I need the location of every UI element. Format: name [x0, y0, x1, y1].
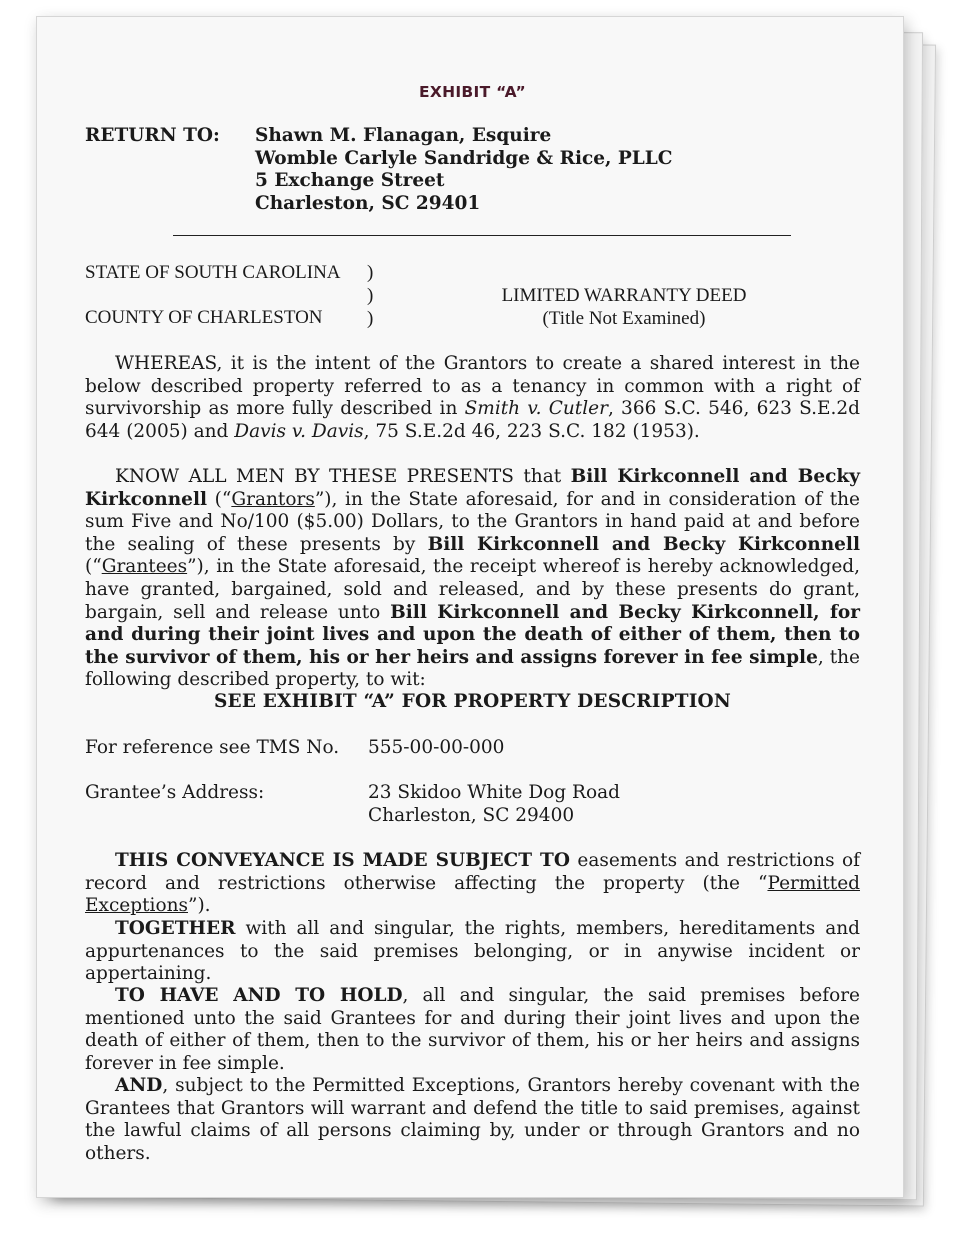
habendum-text: , all and singular, the said premises before mentioned unto the said Grantees for and during their joint lives and upon the death of either of them, then to the survivor of them, his or her heirs and assigns forever in fee simple.	[85, 985, 861, 1074]
know-all-text-2: (“	[207, 488, 232, 510]
grantors-defined-term: Grantors	[231, 488, 315, 510]
whereas-text-1: WHEREAS, it is the intent of the Grantors to create a shared interest in the below described property referred to as a tenancy in common with a right of survivorship as more fully described in	[85, 353, 860, 420]
habendum-heading: TO HAVE AND TO HOLD	[115, 985, 403, 1006]
know-all-text-4: (“	[85, 556, 102, 578]
grantee-names: Bill Kirkconnell and Becky Kirkconnell	[427, 533, 860, 555]
know-all-paragraph	[85, 466, 860, 692]
caption-deed-title: LIMITED WARRANTY DEED	[501, 285, 747, 306]
conveyance-heading: THIS CONVEYANCE IS MADE SUBJECT TO	[115, 850, 570, 871]
return-to-address	[255, 125, 673, 215]
deed-page	[36, 16, 904, 1198]
return-to-label: RETURN TO:	[85, 125, 220, 146]
return-to-city: Charleston, SC 29401	[255, 192, 481, 214]
tms-value: 555-00-00-000	[368, 737, 505, 758]
caption-paren-1: )	[367, 262, 374, 283]
tms-label: For reference see TMS No.	[85, 737, 340, 758]
habendum-paragraph	[85, 985, 860, 1075]
whereas-paragraph	[85, 353, 860, 443]
grantor-names: Bill Kirkconnell and Becky Kirkconnell	[85, 466, 860, 510]
warranty-paragraph	[85, 1075, 860, 1165]
whereas-case-1: Smith v. Cutler	[464, 398, 608, 420]
warranty-heading: AND	[115, 1075, 163, 1096]
grantee-address-line-1: 23 Skidoo White Dog Road	[368, 782, 620, 803]
caption-deed-subtitle: (Title Not Examined)	[542, 308, 706, 329]
horizontal-rule	[173, 235, 791, 236]
caption-paren-3: )	[367, 308, 374, 329]
permitted-exceptions-term: Permitted Exceptions	[85, 872, 860, 917]
conveyance-text-1: easements and restrictions of record and restrictions otherwise affecting the property (the “	[85, 850, 860, 894]
caption-paren-2: )	[367, 285, 374, 306]
grantee-address-line-2: Charleston, SC 29400	[368, 804, 575, 826]
return-to-firm: Womble Carlyle Sandridge & Rice, PLLC	[255, 147, 673, 169]
see-exhibit-heading: SEE EXHIBIT “A” FOR PROPERTY DESCRIPTION	[214, 691, 731, 712]
return-to-name: Shawn M. Flanagan, Esquire	[255, 125, 552, 146]
conveyance-paragraph	[85, 850, 860, 918]
return-to-street: 5 Exchange Street	[255, 170, 445, 192]
grantee-address-label: Grantee’s Address:	[85, 782, 265, 803]
whereas-case-2: Davis v. Davis	[234, 420, 364, 442]
conveyance-text-2: ”).	[188, 895, 211, 917]
caption-county: COUNTY OF CHARLESTON	[85, 307, 323, 328]
whereas-text-3: , 75 S.E.2d 46, 223 S.C. 182 (1953).	[363, 420, 700, 442]
warranty-text: , subject to the Permitted Exceptions, Grantors hereby covenant with the Grantees that Grantors will warrant and defend the title to said premises, against the lawful claims of all persons claiming by, under or through Grantors and no others.	[85, 1075, 860, 1164]
know-all-text-5: ”), in the State aforesaid, the receipt whereof is hereby acknowledged, have granted, bargained, sold and released, and by these presents do grant, bargain, sell and release unto	[85, 556, 860, 623]
know-all-text-6: , the following described property, to wit:	[85, 646, 860, 691]
together-paragraph	[85, 918, 860, 986]
know-all-text-1: KNOW ALL MEN BY THESE PRESENTS that	[115, 466, 571, 487]
survivorship-clause: Bill Kirkconnell and Becky Kirkconnell, for and during their joint lives and upon the death of either of them, then to the survivor of them, his or her heirs and assigns forever in fee simple	[85, 601, 861, 668]
know-all-text-3: ”), in the State aforesaid, for and in consideration of the sum Five and No/100 ($5.00) Dollars, to the Grantors in hand paid at and before the sealing of these presents by	[85, 488, 861, 555]
together-text: with all and singular, the rights, members, hereditaments and appurtenances to the said premises belonging, or in anywise incident or appertaining.	[85, 918, 860, 985]
together-heading: TOGETHER	[115, 918, 236, 939]
caption-state: STATE OF SOUTH CAROLINA	[85, 262, 341, 283]
exhibit-title: EXHIBIT “A”	[418, 83, 527, 101]
grantees-defined-term: Grantees	[101, 556, 188, 578]
whereas-text-2: , 366 S.C. 546, 623 S.E.2d 644 (2005) and	[85, 398, 861, 442]
